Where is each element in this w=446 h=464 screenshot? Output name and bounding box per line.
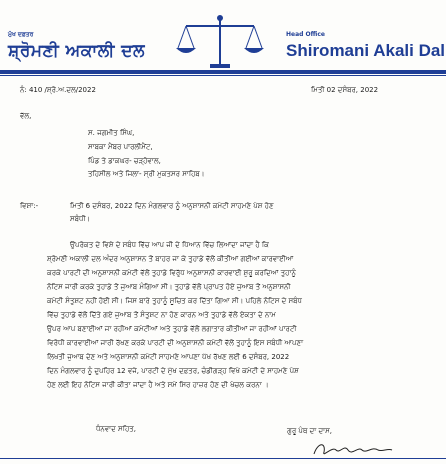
recipient-salutation: ਵੱਲ,: [20, 112, 32, 120]
body-line: ਵਿਰੋਧੀ ਕਾਰਵਾਈਆਂ ਜਾਰੀ ਰੱਖਣ ਕਰਕੇ ਪਾਰਟੀ ਦੀ ਅਨੁਸ਼ਾਸਨੀ ਕਮੇਟੀ ਵੱਲੋਂ ਤੁਹਾਨੂੰ ਇਸ ਸਬੰਧੀ ਆਪਣਾ: [47, 339, 304, 347]
subject-line: ਮਿਤੀ 6 ਦਸੰਬਰ, 2022 ਦਿਨ ਮੰਗਲਵਾਰ ਨੂੰ ਅਨੁਸ਼ਾਸਨੀ ਕਮੇਟੀ ਸਾਹਮਣੇ ਪੇਸ਼ ਹੋਣ: [70, 202, 274, 210]
address-line: ਸ. ਜਗਮੀਤ ਸਿੰਘ,: [88, 129, 135, 137]
address-line: ਪਿੰਡ ਤੇ ਡਾਕਘਰ- ਚੜ੍ਹੋਵਾਲ,: [88, 157, 161, 165]
closing-signoff: ਗੁਰੂ ਪੰਥ ਦਾ ਦਾਸ,: [287, 427, 332, 435]
subject-label: ਵਿਸ਼ਾ:-: [20, 202, 39, 210]
header-divider: [0, 70, 446, 74]
letterhead: [0, 0, 446, 70]
reference-number: ਨੰ: 410 /ਸ਼੍ਰੋ.ਅ.ਦਲ/2022: [20, 86, 96, 94]
body-line: ਲਿਖਤੀ ਜੁਆਬ ਦੇਣ ਅਤੇ ਅਨੁਸ਼ਾਸਨੀ ਕਮੇਟੀ ਸਾਹਮਣੇ ਆਪਣਾ ਪੱਖ ਰੱਖਣ ਲਈ 6 ਦਸੰਬਰ, 2022: [47, 353, 290, 361]
header-divider-thin: [0, 75, 446, 76]
body-line: ਵਿੱਚ ਤੁਹਾਡੇ ਵੱਲੋਂ ਦਿੱਤੇ ਗਏ ਜੁਆਬ ਤੋਂ ਸੰਤੁਸ਼ਟ ਨਾ ਹੋਣ ਕਾਰਨ ਅਤੇ ਤੁਹਾਡੇ ਵੱਲੋਂ ਏਕਤਾ ਦੇ ਨਾਮ: [47, 311, 276, 319]
body-line: ਕਰਕੇ ਪਾਰਟੀ ਦੀ ਅਨੁਸ਼ਾਸਨੀ ਕਮੇਟੀ ਵੱਲੋਂ ਤੁਹਾਡੇ ਵਿਰੁੱਧ ਅਨੁਸ਼ਾਸਨੀ ਕਾਰਵਾਈ ਸ਼ੁਰੂ ਕਰਦਿਆਂ ਤੁਹਾਨੂੰ: [47, 269, 296, 277]
head-office-label: Head Office: [286, 31, 325, 38]
letter-date: ਮਿਤੀ 02 ਦਸੰਬਰ, 2022: [311, 86, 379, 94]
closing-thanks: ਧੰਨਵਾਦ ਸਹਿਤ,: [96, 425, 136, 433]
address-line: ਤਹਿਸੀਲ ਅਤੇ ਜਿਲਾ- ਸ੍ਰੀ ਮੁਕਤਸਰ ਸਾਹਿਬ।: [88, 170, 205, 178]
subject-line: ਸਬੰਧੀ।: [70, 215, 91, 223]
body-line: ਹੋਣ ਲਈ ਇਹ ਨੋਟਿਸ ਜਾਰੀ ਕੀਤਾ ਜਾਂਦਾ ਹੈ ਅਤੇ ਸਮੇਂ ਸਿਰ ਹਾਜ਼ਰ ਹੋਣ ਦੀ ਖੇਚਲ ਕਰਨਾ ।: [47, 381, 269, 389]
body-line: ਦਿਨ ਮੰਗਲਵਾਰ ਨੂੰ ਦੁਪਹਿਰ 12 ਵਜੇ, ਪਾਰਟੀ ਦੇ ਮੁੱਖ ਦਫ਼ਤਰ, ਚੰਡੀਗੜ੍ਹ ਵਿਖੇ ਕਮੇਟੀ ਦੇ ਸਾਹਮਣੇ ਪੇਸ਼: [47, 367, 299, 375]
body-line: ਉਪਰ ਆਪ ਬਣਾਈਆਂ ਜਾ ਰਹੀਆਂ ਕਮੇਟੀਆਂ ਅਤੇ ਤੁਹਾਡੇ ਵੱਲੋਂ ਲਗਾਤਾਰ ਕੀਤੀਆਂ ਜਾ ਰਹੀਆਂ ਪਾਰਟੀ: [47, 325, 297, 333]
party-name-punjabi: ਸ਼੍ਰੋਮਣੀ ਅਕਾਲੀ ਦਲ: [8, 41, 145, 61]
body-line: ਸ਼੍ਰੋਮਣੀ ਅਕਾਲੀ ਦਲ ਅੰਦਰ ਅਨੁਸ਼ਾਸਨ ਤੋਂ ਬਾਹਰ ਜਾ ਕੇ ਤੁਹਾਡੇ ਵੱਲੋਂ ਕੀਤੀਆਂ ਗਈਆਂ ਕਾਰਵਾਈਆਂ: [47, 255, 294, 263]
handwritten-signature: [312, 440, 394, 460]
body-line: ਕਮੇਟੀ ਸੰਤੁਸ਼ਟ ਨਹੀਂ ਹੋਈ ਸੀ। ਜਿਸ ਬਾਰੇ ਤੁਹਾਨੂੰ ਸੂਚਿਤ ਕਰ ਦਿੱਤਾ ਗਿਆ ਸੀ। ਪਹਿਲੇ ਨੋਟਿਸ ਦੇ ਸਬੰਧ: [47, 297, 302, 305]
scales-emblem-icon: [176, 12, 264, 72]
footer-divider: [0, 458, 446, 459]
address-line: ਸਾਬਕਾ ਮੈਂਬਰ ਪਾਰਲੀਮੈਂਟ,: [88, 143, 153, 151]
body-line: ਉਪਰੋਕਤ ਦੇ ਵਿਸ਼ੇ ਦੇ ਸਬੰਧ ਵਿੱਚ ਆਪ ਜੀ ਦੇ ਧਿਆਨ ਵਿੱਚ ਲਿਆਂਦਾ ਜਾਂਦਾ ਹੈ ਕਿ: [70, 241, 269, 249]
party-name-english: Shiromani Akali Dal: [286, 41, 446, 60]
head-office-label-punjabi: ਮੁੱਖ ਦਫ਼ਤਰ: [8, 31, 34, 38]
body-line: ਨੋਟਿਸ ਜਾਰੀ ਕਰਕੇ ਤੁਹਾਡੇ ਤੋਂ ਜੁਆਬ ਮੰਗਿਆ ਸੀ। ਤੁਹਾਡੇ ਵੱਲੋਂ ਪ੍ਰਾਪਤ ਹੋਏ ਜੁਆਬ ਤੋਂ ਅਨੁਸ਼ਾਸਨੀ: [47, 283, 291, 291]
